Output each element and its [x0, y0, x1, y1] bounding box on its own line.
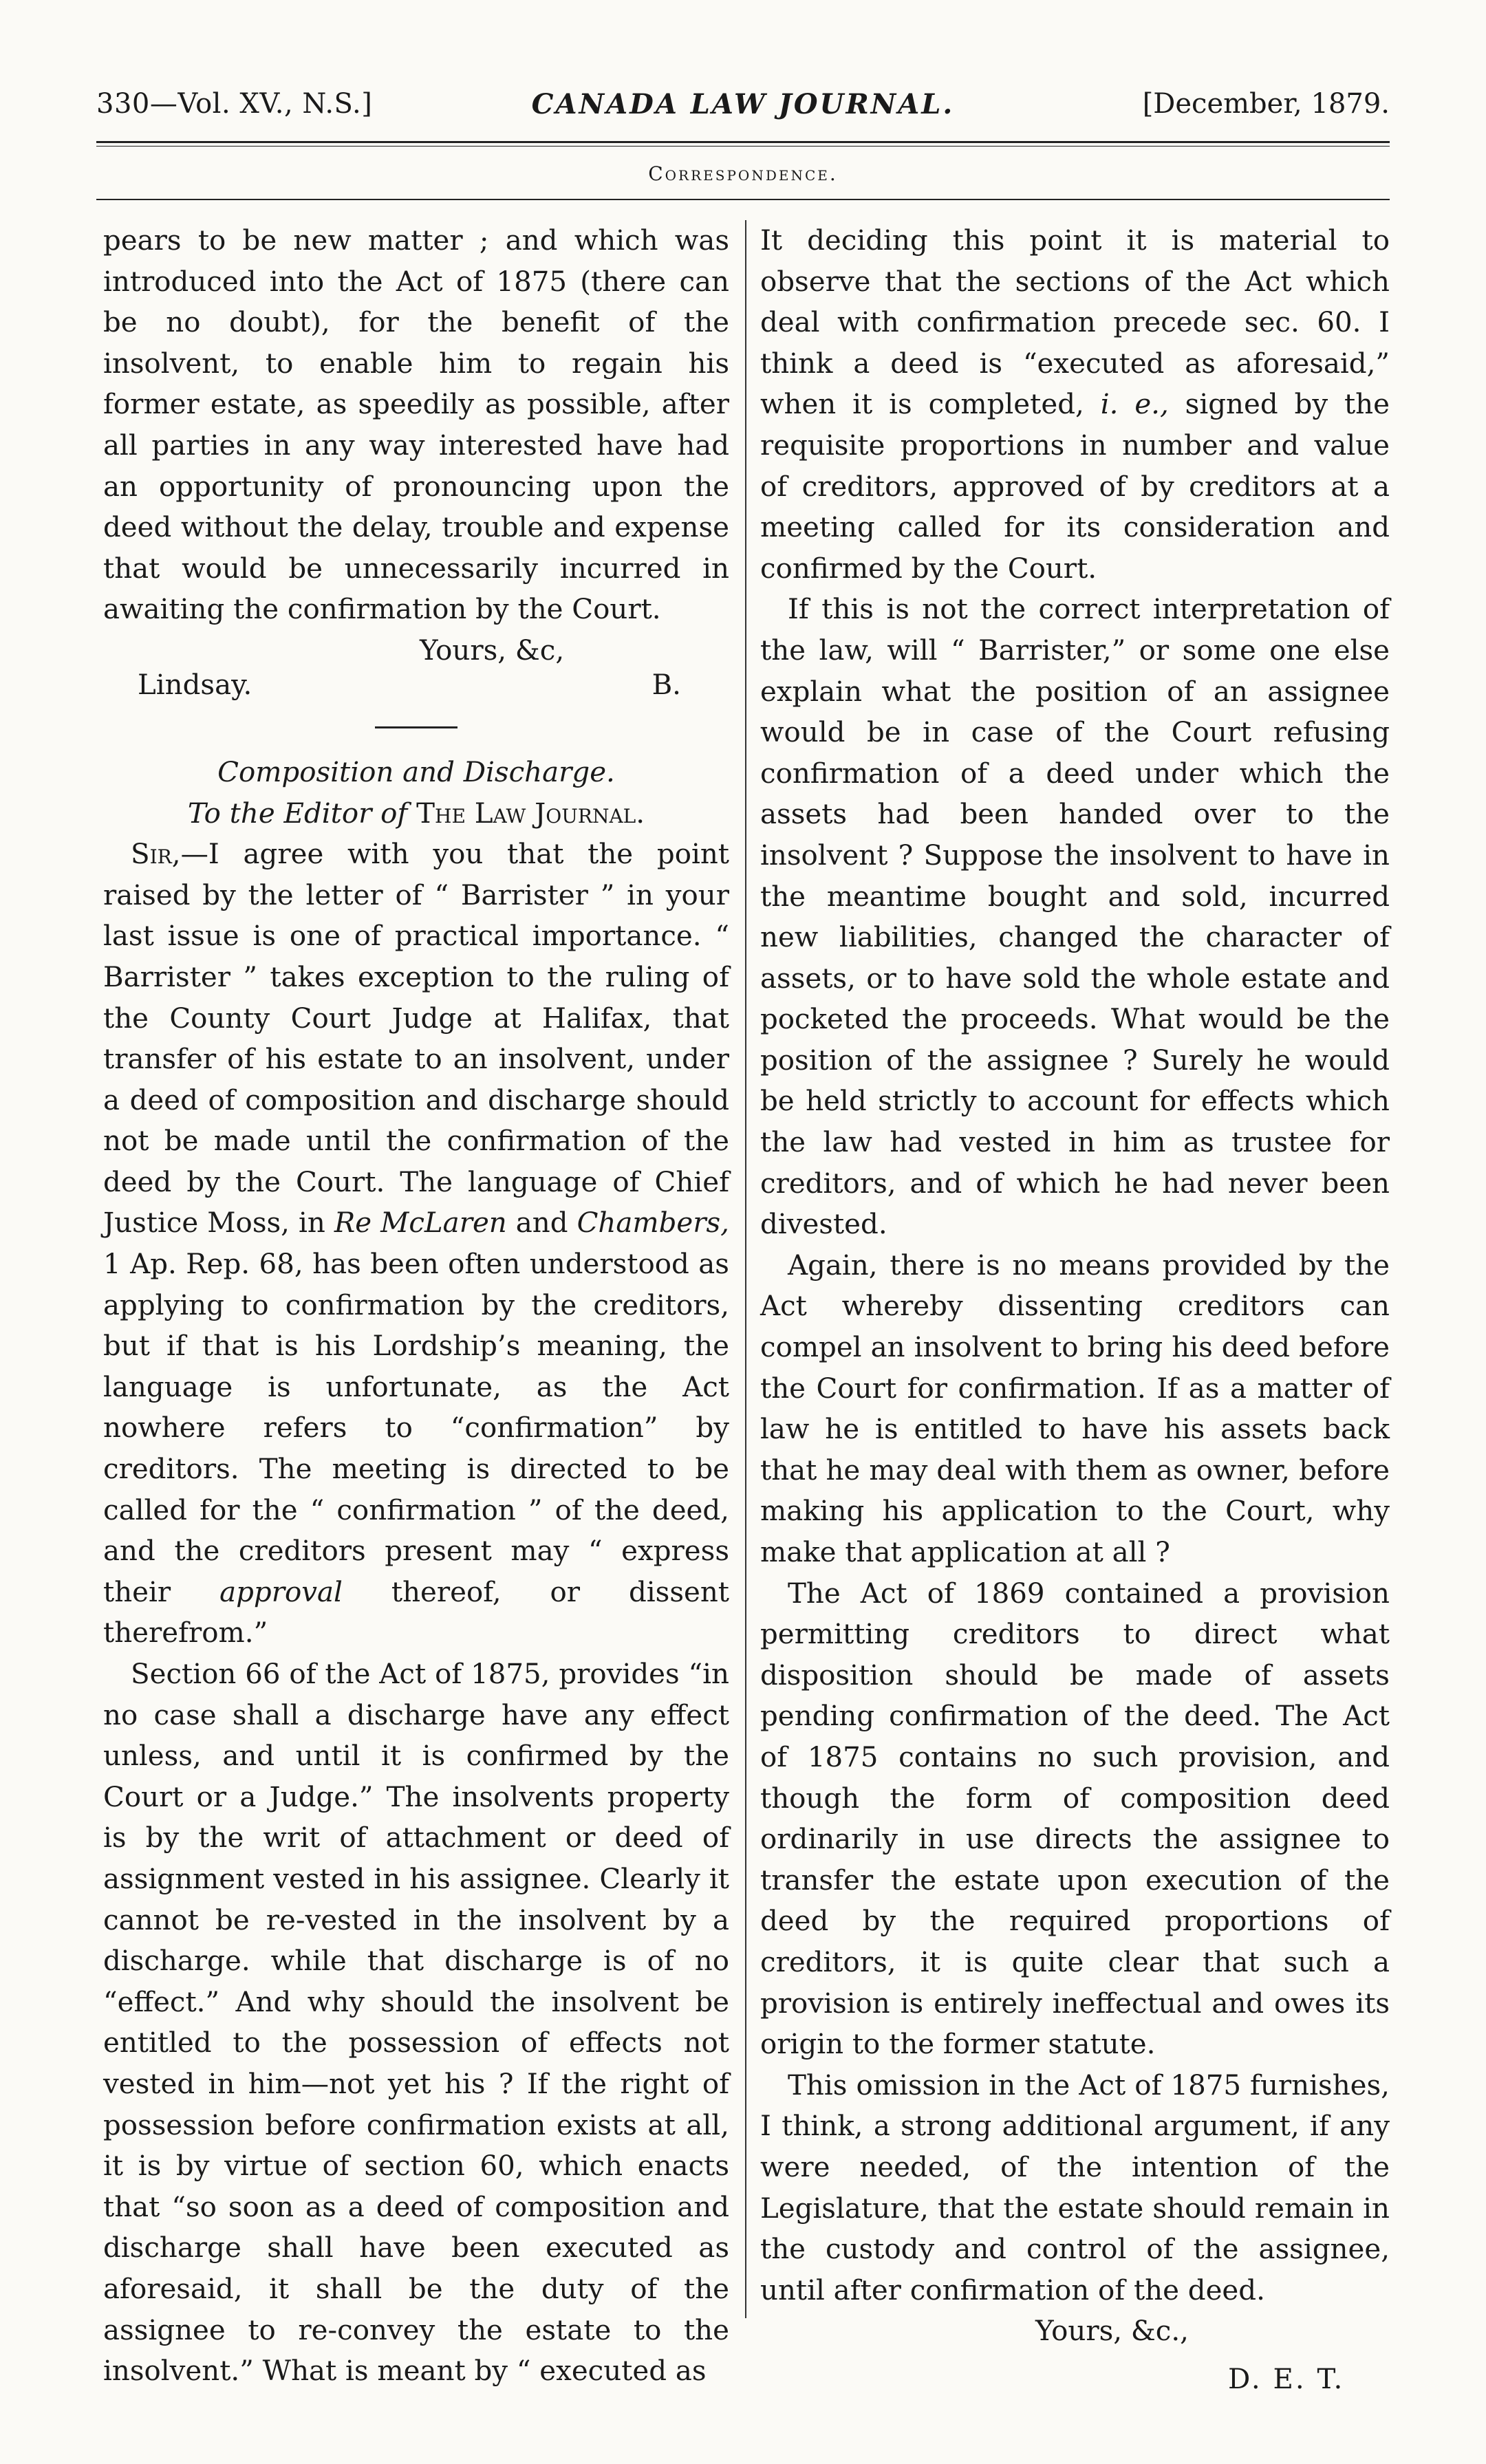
section-rule: [96, 199, 1390, 200]
para1-end: thereof, or dissent therefrom.”: [103, 1575, 729, 1650]
right-paragraph-4: The Act of 1869 contained a provision permitting creditors to direct what disposition should be made of assets pending confirmation of the deed. The Act of 1875 contains no such provision, and though the form of composition deed ordinarily in use directs the assignee to transfer the estate upon execution of the deed by the required proportions of creditors, it is quite clear that such a provision is entirely ineffectual and owes its origin to the former statute.: [760, 1577, 1390, 2061]
right-paragraph-1: [760, 220, 1390, 589]
para1-after-case: 1 Ap. Rep. 68, has been often understood as applying to confirmation by the creditors, but if that is his Lordship’s meaning, the language is unfortunate, as the Act nowhere refers to “confirmation” by creditors. The meeting is directed to be called for the “ confirmation ” of the deed, and the creditors present may “ express their: [103, 1248, 729, 1608]
signature-block-b: [103, 630, 729, 713]
right-paragraph-2: If this is not the correct interpretation of the law, will “ Barrister,” or some one else explain what the position of an assignee would be in case of the Court refusing confirmation of a deed under which the assets had been handed over to the insolvent ? Suppose the insolvent to have in the meantime bought and sold, incurred new liabilities, changed the character of assets, or to have sold the whole estate and pocketed the proceeds. What would be the position of the assignee ? Surely he would be held strictly to account for effects which the law had vested in him as trustee for creditors, and of which he had never been divested.: [760, 593, 1390, 1241]
right-paragraph-3: Again, there is no means provided by the Act whereby dissenting creditors can compel an insolvent to bring his deed before the Court for confirmation. If as a matter of law he is entitled to have his assets back that he may deal with them as owner, before making his application to the Court, why make that application at all ?: [760, 1249, 1390, 1568]
section-heading: Correspondence.: [648, 162, 838, 185]
signature-place: Lindsay.: [138, 668, 252, 701]
letter-paragraph-1: [103, 834, 729, 1654]
letter-separator: [375, 726, 457, 728]
case-name-chambers: Chambers,: [577, 1207, 729, 1240]
address-journal: The Law Journal.: [416, 797, 645, 830]
running-head: [96, 88, 1390, 136]
right-para1-end: signed by the requisite proportions in number and value of creditors, approved of by creditors at a meeting called for its consideration and confirmed by the Court.: [760, 388, 1390, 585]
continuation-paragraph: pears to be new matter ; and which was introduced into the Act of 1875 (there can be no doubt), for the benefit of the insolvent, to enable him to regain his former estate, as speedily as possible, after all parties in any way interested have had an opportunity of pronouncing upon the deed without the delay, trouble and expense that would be unnecessarily incurred in awaiting the confirmation by the Court.: [103, 224, 729, 626]
right-para1-text: It deciding this point it is material to observe that the sections of the Act which deal with confirmation precede sec. 60. I think a deed is “executed as aforesaid,” when it is completed,: [760, 224, 1390, 421]
letter-title: Composition and Discharge.: [217, 755, 615, 788]
case-and: and: [506, 1207, 577, 1240]
journal-title: CANADA LAW JOURNAL.: [531, 88, 955, 120]
signature-initial: B.: [652, 668, 681, 701]
letter-address: [103, 793, 729, 834]
left-column: [103, 220, 729, 2392]
address-prefix: To the Editor of: [187, 797, 408, 830]
case-name-re: Re McLaren: [334, 1207, 507, 1240]
salutation: Sir,: [131, 838, 181, 871]
ie-abbrev: i. e.,: [1100, 388, 1169, 421]
right-column: [760, 220, 1390, 2407]
para1-text: —I agree with you that the point raised by the letter of “ Barrister ” in your last issue is one of practical importance. “ Barrister ” takes exception to the ruling of the County Court Judge at Halifax, that transfer of his estate to an insolvent, under a deed of composition and discharge should not be made until the confirmation of the deed by the Court. The language of Chief Justice Moss, in: [103, 838, 729, 1240]
signature-initials-det: D. E. T.: [1228, 2363, 1345, 2396]
approval-word: approval: [219, 1575, 343, 1608]
column-divider: [745, 220, 746, 2318]
issue-date: [December, 1879.: [1142, 88, 1390, 120]
closing-yours-right: Yours, &c.,: [1035, 2315, 1189, 2348]
right-paragraph-5: This omission in the Act of 1875 furnishes, I think, a strong additional argument, if any were needed, of the intention of the Legislature, that the estate should remain in the custody and control of the assignee, until after confirmation of the deed.: [760, 2068, 1390, 2306]
header-rule-thin: [96, 146, 1390, 147]
letter-paragraph-2: Section 66 of the Act of 1875, provides “in no case shall a discharge have any effect unless, and until it is confirmed by the Court or a Judge.” The insolvents property is by the writ of attachment or deed of assignment vested in his assignee. Clearly it cannot be re-vested in the insolvent by a discharge. while that discharge is of no “effect.” And why should the insolvent be entitled to the possession of effects not vested in him—not yet his ? If the right of possession before confirmation exists at all, it is by virtue of section 60, which enacts that “so soon as a deed of composition and discharge shall have been executed as aforesaid, it shall be the duty of the assignee to re-convey the estate to the insolvent.” What is meant by “ executed as: [103, 1658, 729, 2388]
header-rule-thick: [96, 141, 1390, 143]
page-volume-label: 330—Vol. XV., N.S.]: [96, 88, 373, 120]
closing-yours: Yours, &c,: [420, 634, 565, 667]
signature-block-det: [760, 2311, 1390, 2407]
